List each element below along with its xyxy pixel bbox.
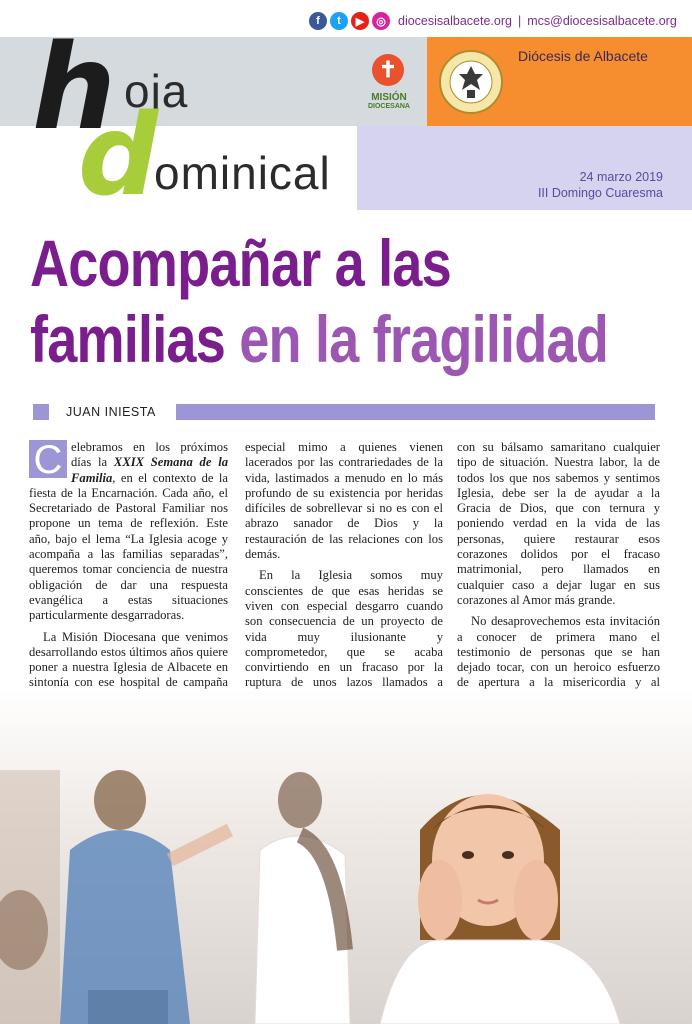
- email-link[interactable]: mcs@diocesisalbacete.org: [527, 14, 677, 28]
- facebook-icon[interactable]: f: [309, 12, 327, 30]
- family-photo: [0, 690, 692, 1024]
- paragraph: con su bálsamo samaritano cualquier tipo de situación. Nuestra labor, la de todos los que nos sabemos y sentimos Iglesia, debe ser la de ayudar a la Gracia de Dios, que con ternura y poniendo verdad en la vida de las personas, quiere restaurar esos corazones dolidos por el fracaso matrimonial, pero llamados en cualquier caso a dejar lugar en sus corazones al Amor más grande.: [457, 440, 660, 607]
- mision-line2: DIOCESANA: [367, 103, 410, 110]
- paragraph: C elebramos en los próximos días la XXIX Semana de la Familia, en el contexto de la fiesta de la Encarnación. Cada año, el Secretariado de Pastoral Familiar nos propone un tema de reflexión. Este año, bajo el lema “La Iglesia acoge y acompaña a las familias separadas”, queremos tomar conciencia de nuestra obligación de dar una respuesta evangélica a estas situaciones particularmente desgarradoras.: [29, 438, 228, 623]
- author-rule: [176, 404, 655, 420]
- article-title: [30, 225, 608, 377]
- website-link[interactable]: diocesisalbacete.org: [398, 14, 512, 28]
- title-line1: Acompañar a las: [30, 226, 451, 300]
- logo-word-ominical: ominical: [154, 147, 331, 199]
- title-fragility: en la fragilidad: [239, 302, 609, 376]
- mision-line1: MISIÓN: [371, 92, 407, 103]
- diocese-name: Diócesis de Albacete: [518, 48, 648, 64]
- title-word-familias: familias: [30, 302, 225, 376]
- paragraph: La Misión Diocesana que venimos desarrollando estos últimos años quiere poner a nuestra Iglesia de Albacete en sintonía con ese hospital de campaña: [29, 629, 228, 690]
- social-icons: [309, 12, 390, 30]
- paragraph: No desaprovechemos esta invitación a conocer de primera mano el testimonio de personas que se han dejado tocar, con un heroico esfuerzo de apertura a la misericordia y al: [457, 614, 660, 690]
- paragraph: especial mimo a quienes vienen lacerados por las contrariedades de la vida, lastimados a menudo en lo más profundo de su existencia por heridas difíciles de sobrellevar si no es con el abrazo sanador de Dios y la restauración de las relaciones con los demás.: [245, 440, 443, 562]
- instagram-icon[interactable]: ◎: [372, 12, 390, 30]
- contact-separator: |: [517, 14, 522, 28]
- diocese-seal-icon: [439, 50, 503, 114]
- date-text: 24 marzo 2019: [579, 170, 663, 184]
- title-line2: [30, 301, 608, 377]
- mision-cross-icon: ✝: [372, 54, 404, 86]
- drop-cap: C: [29, 440, 67, 478]
- author-marker: [33, 404, 49, 420]
- liturgy-text: III Domingo Cuaresma: [537, 186, 663, 200]
- logo-word-oja: oja: [124, 65, 189, 117]
- contact-line: [398, 14, 677, 28]
- youtube-icon[interactable]: ▶: [351, 12, 369, 30]
- twitter-icon[interactable]: t: [330, 12, 348, 30]
- logo-letter-h: h: [32, 18, 117, 156]
- logo-letter-d: d: [78, 91, 159, 221]
- issue-date: [538, 169, 663, 201]
- paragraph: En la Iglesia somos muy conscientes de que esas heridas se viven con especial desgarro cuando son consecuencia de un proyecto de vida muy ilusionante y comprometedor, que se acaba convirtiendo en un fracaso por la ruptura de unos lazos llamados a: [245, 568, 443, 690]
- author-name: JUAN INIESTA: [66, 405, 156, 419]
